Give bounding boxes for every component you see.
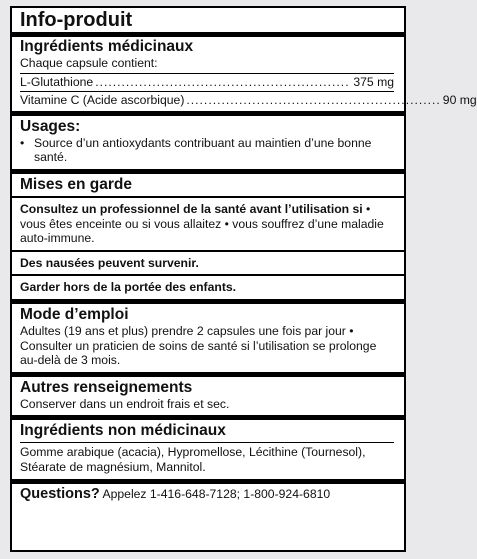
medicinal-section xyxy=(12,37,477,111)
consult-bold-text: Consultez un professionnel de la santé avant l’utilisation si xyxy=(20,201,363,216)
directions-heading: Mode d’emploi xyxy=(20,305,129,323)
consult-rest-text: • vous êtes enceinte ou si vous allaitez • vous souffrez d’une maladie auto-immune. xyxy=(20,201,384,246)
warnings-section xyxy=(12,174,404,196)
other-info-section xyxy=(12,377,404,416)
leader-dots: .......................................................... xyxy=(186,93,441,108)
uses-text: Source d’un antioxydants contribuant au maintien d’une bonne santé. xyxy=(34,135,372,165)
warnings-heading: Mises en garde xyxy=(20,175,132,193)
medicinal-heading: Ingrédients médicinaux xyxy=(20,38,194,55)
divider xyxy=(20,91,394,92)
divider xyxy=(20,442,394,443)
product-info-panel xyxy=(10,6,477,552)
questions-phone-text: Appelez 1-416-648-7128; 1-800-924-6810 xyxy=(99,486,331,501)
uses-heading: Usages: xyxy=(20,117,81,135)
warnings-nausea: Des nausées peuvent survenir. xyxy=(20,255,199,270)
ingredient-name: Vitamine C (Acide ascorbique) xyxy=(20,93,185,108)
other-info-text: Conserver dans un endroit frais et sec. xyxy=(20,396,230,411)
directions-section xyxy=(12,304,404,372)
uses-section xyxy=(12,116,404,169)
warnings-consult xyxy=(12,198,404,250)
ingredient-row xyxy=(20,93,477,108)
uses-item xyxy=(20,136,394,165)
panel-title: Info-produit xyxy=(20,9,133,31)
divider xyxy=(20,73,394,74)
ingredient-name: L-Glutathione xyxy=(20,74,94,89)
non-medicinal-heading: Ingrédients non médicinaux xyxy=(20,422,226,440)
ingredient-amount: 375 mg xyxy=(353,74,394,89)
directions-text: Adultes (19 ans et plus) prendre 2 capsules une fois par jour • Consulter un praticien de soins de santé si l’utilisation se prolonge au-delà de 3 mois. xyxy=(20,323,377,368)
leader-dots: .......................................................... xyxy=(95,74,350,89)
ingredient-row xyxy=(20,75,394,90)
non-medicinal-section xyxy=(12,420,404,478)
bullet: • xyxy=(20,135,25,150)
ingredient-amount: 90 mg xyxy=(442,93,477,108)
medicinal-intro: Chaque capsule contient: xyxy=(20,56,158,70)
non-medicinal-text: Gomme arabique (acacia), Hypromellose, Lécithine (Tournesol), Stéarate de magnésium, Mannitol. xyxy=(20,445,366,474)
other-info-heading: Autres renseignements xyxy=(20,378,193,396)
warnings-children: Garder hors de la portée des enfants. xyxy=(20,280,237,295)
questions-line xyxy=(12,484,404,502)
questions-label: Questions? xyxy=(20,485,100,502)
